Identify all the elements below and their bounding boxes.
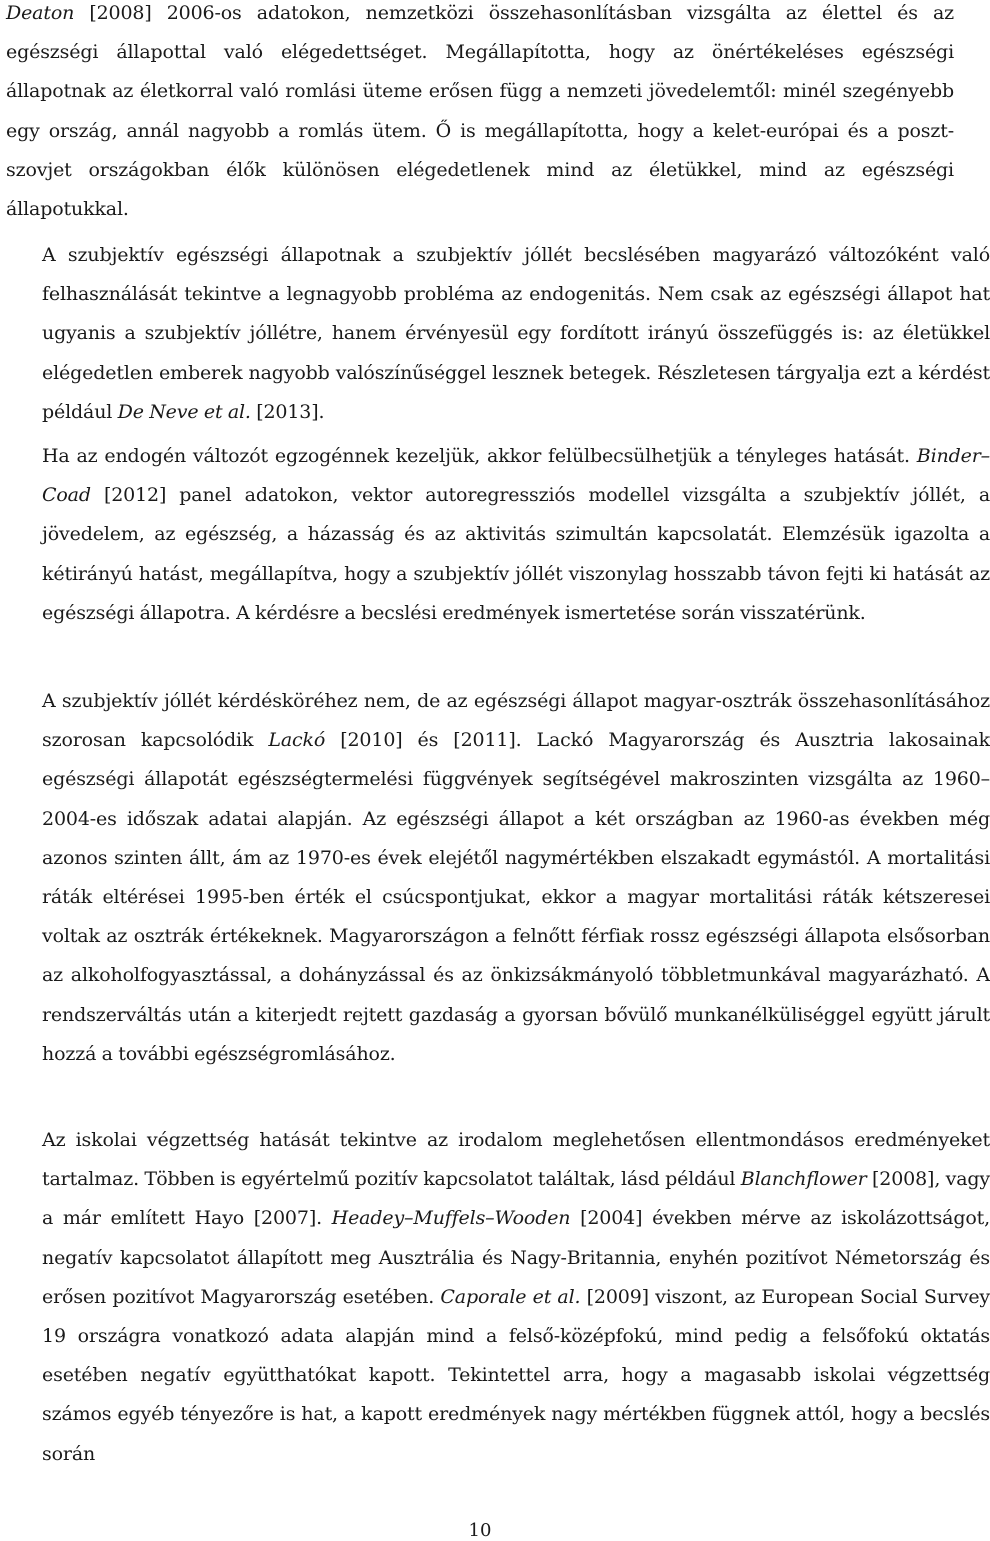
citation-author: Headey–Muffels–Wooden — [331, 1207, 571, 1230]
text-run: [2004] években mérve az iskolázottságot, negatív kapcsolatot állapított meg Ausztrália és Nagy-Britannia, enyhén pozitívot Németország és erősen pozitívot Magyarország esetében. — [42, 1207, 990, 1308]
text-run: Ha az endogén változót egzogénnek kezeljük, akkor felülbecsülhetjük a tényleges hatását. — [42, 445, 917, 467]
text-run: [2013]. — [250, 400, 325, 423]
page-number: 10 — [468, 1520, 492, 1541]
citation-author: Lackó — [268, 729, 326, 752]
citation-author: Blanchflower — [740, 1168, 867, 1191]
text-run: [2012] panel adatokon, vektor autoregressziós modellel vizsgálta a szubjektív jóllét, a jövedelem, az egészség, a házasság és az aktivitás szimultán kapcsolatát. Elemzésük igazolta a kétirányú hatást, megállapítva, hogy a szubjektív jóllét viszonylag hosszabb távon fejti ki hatását az egészségi állapotra. A kérdésre a becslési eredmények ismertetése során visszatérünk. — [42, 484, 990, 624]
paragraph-endogeneity — [6, 236, 990, 432]
text-run: [2010] és [2011]. Lackó Magyarország és Ausztria lakosainak egészségi állapotát egészségtermelési függvények segítségével makroszinten vizsgálta az 1960–2004-es időszak adatai alapján. Az egészségi állapot a két országban az 1960-as években még azonos szinten állt, ám az 1970-es évek elejétől nagymértékben elszakadt egymástól. A mortalitási ráták eltérései 1995-ben érték el csúcspontjukat, ekkor a magyar mortalitási ráták kétszeresei voltak az osztrák értékeknek. Magyarországon a felnőtt férfiak rossz egészségi állapota elsősorban az alkoholfogyasztással, a dohányzással és az önkizsákmányoló többletmunkával magyarázható. A rendszerváltás után a kiterjedt rejtett gazdaság a gyorsan bővülő munkanélküliséggel együtt járult hozzá a további egészségromlásához. — [42, 729, 990, 1065]
citation-author: De Neve et al. — [117, 400, 251, 423]
paragraph-binder-coad — [6, 437, 990, 633]
paragraph-education — [6, 1121, 990, 1474]
text-run: Az iskolai végzettség hatását tekintve az irodalom meglehetősen ellentmondásos eredményeket tartalmaz. Többen is egyértelmű pozitív kapcsolatot találtak, lásd például — [42, 1129, 990, 1191]
citation-author: Caporale et al. — [440, 1285, 581, 1308]
text-run: [2008] 2006-os adatokon, nemzetközi összehasonlításban vizsgálta az élettel és az egészségi állapottal való elégedettséget. Megállapította, hogy az önértékeléses egészségi állapotnak az életkorral való romlási üteme erősen függ a nemzeti jövedelemtől: minél szegényebb egy ország, annál nagyobb a romlás ütem. Ő is megállapította, hogy a kelet-európai és a poszt-szovjet országokban élők különösen elégedetlenek mind az életükkel, mind az egészségi állapotukkal. — [6, 2, 954, 221]
text-run: [2009] viszont, az European Social Survey 19 országra vonatkozó adata alapján mind a felső-középfokú, mind pedig a felsőfokú oktatás esetében negatív együtthatókat kapott. Tekintettel arra, hogy a magasabb iskolai végzettség számos egyéb tényezőre is hat, a kapott eredmények nagy mértékben függnek attól, hogy a becslés során — [42, 1285, 990, 1465]
text-run: A szubjektív jóllét kérdésköréhez nem, de az egészségi állapot magyar-osztrák összehasonlításához szorosan kapcsolódik — [42, 690, 990, 752]
paragraph-deaton — [6, 0, 954, 229]
paragraph-lacko — [6, 682, 990, 1074]
text-run: [2008], vagy a már említett Hayo [2007]. — [42, 1168, 990, 1230]
text-run: A szubjektív egészségi állapotnak a szubjektív jóllét becslésében magyarázó változóként való felhasználását tekintve a legnagyobb probléma az endogenitás. Nem csak az egészségi állapot hat ugyanis a szubjektív jóllétre, hanem érvényesül egy fordított irányú összefüggés is: az életükkel elégedetlen emberek nagyobb valószínűséggel lesznek betegek. Részletesen tárgyalja ezt a kérdést például — [42, 244, 990, 423]
citation-author: Binder–Coad — [42, 445, 990, 507]
citation-author: Deaton — [6, 2, 75, 24]
